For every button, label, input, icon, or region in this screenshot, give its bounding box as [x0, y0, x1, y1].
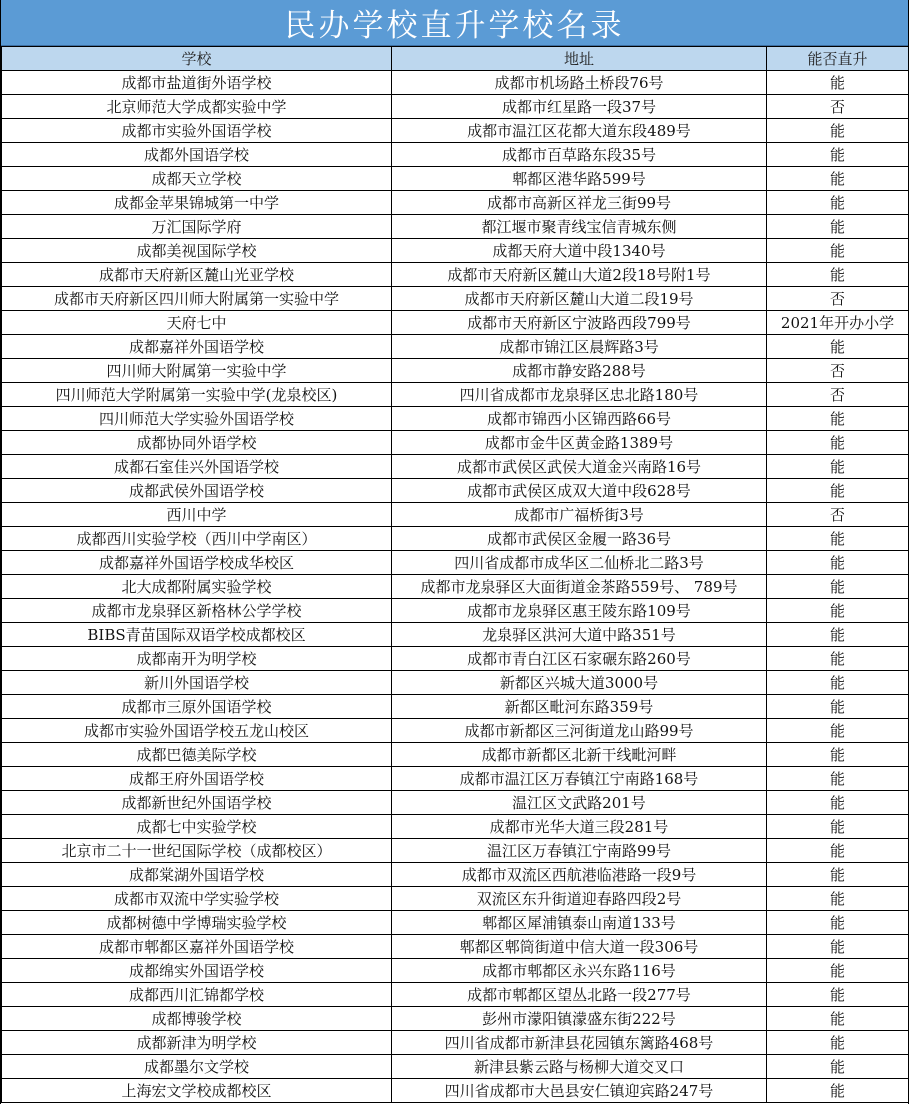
address-cell[interactable]: 成都市静安路288号	[392, 359, 767, 383]
address-cell[interactable]: 都江堰市聚青线宝信青城东侧	[392, 215, 767, 239]
address-cell[interactable]: 双流区东升街道迎春路四段2号	[392, 887, 767, 911]
column-header-address[interactable]: 地址	[392, 47, 767, 71]
direct-promotion-cell[interactable]: 能	[767, 215, 909, 239]
address-cell[interactable]: 成都市广福桥街3号	[392, 503, 767, 527]
school-name-cell[interactable]: 成都树德中学博瑞实验学校	[2, 911, 392, 935]
table-row	[2, 431, 909, 455]
direct-promotion-cell[interactable]: 否	[767, 95, 909, 119]
school-name-cell[interactable]: 成都天立学校	[2, 167, 392, 191]
address-cell[interactable]: 成都市天府新区麓山大道二段19号	[392, 287, 767, 311]
column-header-school[interactable]: 学校	[2, 47, 392, 71]
direct-promotion-cell[interactable]: 能	[767, 119, 909, 143]
direct-promotion-cell[interactable]: 能	[767, 1055, 909, 1079]
address-cell[interactable]: 成都市百草路东段35号	[392, 143, 767, 167]
address-cell[interactable]: 成都市郫都区永兴东路116号	[392, 959, 767, 983]
school-name-cell[interactable]: 成都市天府新区麓山光亚学校	[2, 263, 392, 287]
address-cell[interactable]: 新都区毗河东路359号	[392, 695, 767, 719]
school-name-cell[interactable]: 成都市郫都区嘉祥外国语学校	[2, 935, 392, 959]
table-row	[2, 95, 909, 119]
direct-promotion-cell[interactable]: 2021年开办小学	[767, 311, 909, 335]
table-row	[2, 623, 909, 647]
table-row	[2, 119, 909, 143]
address-cell[interactable]: 成都市郫都区望丛北路一段277号	[392, 983, 767, 1007]
school-name-cell[interactable]: 成都市实验外国语学校	[2, 119, 392, 143]
table-row	[2, 983, 909, 1007]
direct-promotion-cell[interactable]: 能	[767, 623, 909, 647]
direct-promotion-cell[interactable]: 能	[767, 887, 909, 911]
direct-promotion-cell[interactable]: 能	[767, 815, 909, 839]
address-cell[interactable]: 成都市新都区三河街道龙山路99号	[392, 719, 767, 743]
table-row	[2, 767, 909, 791]
address-cell[interactable]: 成都天府大道中段1340号	[392, 239, 767, 263]
address-cell[interactable]: 成都市高新区祥龙三街99号	[392, 191, 767, 215]
direct-promotion-cell[interactable]: 否	[767, 503, 909, 527]
direct-promotion-cell[interactable]: 能	[767, 1007, 909, 1031]
address-cell[interactable]: 郫都区港华路599号	[392, 167, 767, 191]
direct-promotion-cell[interactable]: 能	[767, 431, 909, 455]
table-row	[2, 1079, 909, 1103]
school-name-cell[interactable]: 成都市三原外国语学校	[2, 695, 392, 719]
direct-promotion-cell[interactable]: 能	[767, 791, 909, 815]
direct-promotion-cell[interactable]: 能	[767, 263, 909, 287]
table-row	[2, 695, 909, 719]
direct-promotion-cell[interactable]: 能	[767, 1031, 909, 1055]
address-cell[interactable]: 温江区文武路201号	[392, 791, 767, 815]
school-name-cell[interactable]: 成都市实验外国语学校五龙山校区	[2, 719, 392, 743]
table-row	[2, 287, 909, 311]
address-cell[interactable]: 成都市温江区万春镇江宁南路168号	[392, 767, 767, 791]
school-name-cell[interactable]: 新川外国语学校	[2, 671, 392, 695]
direct-promotion-cell[interactable]: 能	[767, 935, 909, 959]
table-row	[2, 575, 909, 599]
table-row	[2, 863, 909, 887]
table-row	[2, 671, 909, 695]
address-cell[interactable]: 四川省成都市大邑县安仁镇迎宾路247号	[392, 1079, 767, 1103]
direct-promotion-cell[interactable]: 能	[767, 599, 909, 623]
table-row	[2, 527, 909, 551]
school-name-cell[interactable]: 成都市天府新区四川师大附属第一实验中学	[2, 287, 392, 311]
address-cell[interactable]: 成都市龙泉驿区大面街道金茶路559号、 789号	[392, 575, 767, 599]
direct-promotion-cell[interactable]: 能	[767, 911, 909, 935]
school-name-cell[interactable]: 万汇国际学府	[2, 215, 392, 239]
school-name-cell[interactable]: 西川中学	[2, 503, 392, 527]
direct-promotion-cell[interactable]: 能	[767, 527, 909, 551]
direct-promotion-cell[interactable]: 能	[767, 575, 909, 599]
school-name-cell[interactable]: 成都绵实外国语学校	[2, 959, 392, 983]
address-cell[interactable]: 郫都区郫筒街道中信大道一段306号	[392, 935, 767, 959]
table-row	[2, 143, 909, 167]
school-name-cell[interactable]: 四川师范大学实验外国语学校	[2, 407, 392, 431]
school-name-cell[interactable]: 成都市龙泉驿区新格林公学学校	[2, 599, 392, 623]
address-cell[interactable]: 成都市机场路土桥段76号	[392, 71, 767, 95]
address-cell[interactable]: 成都市青白江区石家碾东路260号	[392, 647, 767, 671]
table-row	[2, 959, 909, 983]
direct-promotion-cell[interactable]: 能	[767, 143, 909, 167]
direct-promotion-cell[interactable]: 能	[767, 839, 909, 863]
school-name-cell[interactable]: 成都西川汇锦都学校	[2, 983, 392, 1007]
address-cell[interactable]: 成都市天府新区宁波路西段799号	[392, 311, 767, 335]
direct-promotion-cell[interactable]: 否	[767, 359, 909, 383]
school-name-cell[interactable]: 北京市二十一世纪国际学校（成都校区）	[2, 839, 392, 863]
direct-promotion-cell[interactable]: 能	[767, 743, 909, 767]
school-name-cell[interactable]: 北京师范大学成都实验中学	[2, 95, 392, 119]
direct-promotion-cell[interactable]: 能	[767, 455, 909, 479]
school-name-cell[interactable]: 四川师大附属第一实验中学	[2, 359, 392, 383]
address-cell[interactable]: 成都市武侯区成双大道中段628号	[392, 479, 767, 503]
school-name-cell[interactable]: 北大成都附属实验学校	[2, 575, 392, 599]
school-name-cell[interactable]: 上海宏文学校成都校区	[2, 1079, 392, 1103]
address-cell[interactable]: 四川省成都市成华区二仙桥北二路3号	[392, 551, 767, 575]
school-name-cell[interactable]: 成都石室佳兴外国语学校	[2, 455, 392, 479]
school-name-cell[interactable]: 四川师范大学附属第一实验中学(龙泉校区)	[2, 383, 392, 407]
table-row	[2, 1031, 909, 1055]
table-row	[2, 935, 909, 959]
address-cell[interactable]: 彭州市濛阳镇濛盛东街222号	[392, 1007, 767, 1031]
table-row	[2, 647, 909, 671]
table-row	[2, 311, 909, 335]
address-cell[interactable]: 成都市温江区花都大道东段489号	[392, 119, 767, 143]
address-cell[interactable]: 成都市新都区北新干线毗河畔	[392, 743, 767, 767]
address-cell[interactable]: 成都市双流区西航港临港路一段9号	[392, 863, 767, 887]
table-row	[2, 263, 909, 287]
school-name-cell[interactable]: 成都巴德美际学校	[2, 743, 392, 767]
table-row	[2, 359, 909, 383]
table-row	[2, 791, 909, 815]
school-name-cell[interactable]: 成都协同外语学校	[2, 431, 392, 455]
school-name-cell[interactable]: 成都嘉祥外国语学校成华校区	[2, 551, 392, 575]
school-name-cell[interactable]: 成都新津为明学校	[2, 1031, 392, 1055]
direct-promotion-cell[interactable]: 能	[767, 239, 909, 263]
direct-promotion-cell[interactable]: 否	[767, 383, 909, 407]
address-cell[interactable]: 成都市金牛区黄金路1389号	[392, 431, 767, 455]
address-cell[interactable]: 郫都区犀浦镇泰山南道133号	[392, 911, 767, 935]
school-name-cell[interactable]: 成都南开为明学校	[2, 647, 392, 671]
table-row	[2, 455, 909, 479]
direct-promotion-cell[interactable]: 能	[767, 335, 909, 359]
address-cell[interactable]: 新都区兴城大道3000号	[392, 671, 767, 695]
address-cell[interactable]: 成都市锦西小区锦西路66号	[392, 407, 767, 431]
school-name-cell[interactable]: 成都武侯外国语学校	[2, 479, 392, 503]
table-row	[2, 551, 909, 575]
page-title: 民办学校直升学校名录	[1, 0, 908, 46]
direct-promotion-cell[interactable]: 能	[767, 647, 909, 671]
table-row	[2, 887, 909, 911]
school-name-cell[interactable]: BIBS青苗国际双语学校成都校区	[2, 623, 392, 647]
school-name-cell[interactable]: 成都市盐道街外语学校	[2, 71, 392, 95]
direct-promotion-cell[interactable]: 能	[767, 71, 909, 95]
table-row	[2, 407, 909, 431]
table-row	[2, 239, 909, 263]
address-cell[interactable]: 四川省成都市龙泉驿区忠北路180号	[392, 383, 767, 407]
table-row	[2, 191, 909, 215]
table-row	[2, 503, 909, 527]
school-name-cell[interactable]: 天府七中	[2, 311, 392, 335]
direct-promotion-cell[interactable]: 能	[767, 407, 909, 431]
table-row	[2, 71, 909, 95]
table-row	[2, 1007, 909, 1031]
address-cell[interactable]: 成都市锦江区晨辉路3号	[392, 335, 767, 359]
address-cell[interactable]: 四川省成都市新津县花园镇东篱路468号	[392, 1031, 767, 1055]
direct-promotion-cell[interactable]: 能	[767, 671, 909, 695]
address-cell[interactable]: 成都市龙泉驿区惠王陵东路109号	[392, 599, 767, 623]
direct-promotion-cell[interactable]: 能	[767, 959, 909, 983]
school-name-cell[interactable]: 成都博骏学校	[2, 1007, 392, 1031]
table-row	[2, 815, 909, 839]
school-name-cell[interactable]: 成都外国语学校	[2, 143, 392, 167]
address-cell[interactable]: 成都市光华大道三段281号	[392, 815, 767, 839]
table-row	[2, 839, 909, 863]
direct-promotion-cell[interactable]: 能	[767, 983, 909, 1007]
direct-promotion-cell[interactable]: 能	[767, 551, 909, 575]
school-table	[1, 46, 909, 1103]
table-row	[2, 479, 909, 503]
direct-promotion-cell[interactable]: 能	[767, 191, 909, 215]
table-row	[2, 743, 909, 767]
address-cell[interactable]: 龙泉驿区洪河大道中路351号	[392, 623, 767, 647]
school-name-cell[interactable]: 成都西川实验学校（西川中学南区）	[2, 527, 392, 551]
school-name-cell[interactable]: 成都金苹果锦城第一中学	[2, 191, 392, 215]
table-row	[2, 167, 909, 191]
address-cell[interactable]: 新津县紫云路与杨柳大道交叉口	[392, 1055, 767, 1079]
school-name-cell[interactable]: 成都王府外国语学校	[2, 767, 392, 791]
direct-promotion-cell[interactable]: 能	[767, 479, 909, 503]
table-row	[2, 335, 909, 359]
school-name-cell[interactable]: 成都墨尔文学校	[2, 1055, 392, 1079]
school-name-cell[interactable]: 成都美视国际学校	[2, 239, 392, 263]
address-cell[interactable]: 成都市红星路一段37号	[392, 95, 767, 119]
direct-promotion-cell[interactable]: 否	[767, 287, 909, 311]
direct-promotion-cell[interactable]: 能	[767, 863, 909, 887]
table-row	[2, 911, 909, 935]
direct-promotion-cell[interactable]: 能	[767, 767, 909, 791]
address-cell[interactable]: 温江区万春镇江宁南路99号	[392, 839, 767, 863]
school-name-cell[interactable]: 成都嘉祥外国语学校	[2, 335, 392, 359]
table-row	[2, 383, 909, 407]
direct-promotion-cell[interactable]: 能	[767, 695, 909, 719]
address-cell[interactable]: 成都市天府新区麓山大道2段18号附1号	[392, 263, 767, 287]
school-name-cell[interactable]: 成都七中实验学校	[2, 815, 392, 839]
direct-promotion-cell[interactable]: 能	[767, 719, 909, 743]
table-row	[2, 1055, 909, 1079]
address-cell[interactable]: 成都市武侯区金履一路36号	[392, 527, 767, 551]
column-header-direct-promotion[interactable]: 能否直升	[767, 47, 909, 71]
school-name-cell[interactable]: 成都新世纪外国语学校	[2, 791, 392, 815]
header-row	[2, 47, 909, 71]
table-row	[2, 599, 909, 623]
school-name-cell[interactable]: 成都市双流中学实验学校	[2, 887, 392, 911]
address-cell[interactable]: 成都市武侯区武侯大道金兴南路16号	[392, 455, 767, 479]
direct-promotion-cell[interactable]: 能	[767, 167, 909, 191]
table-row	[2, 719, 909, 743]
direct-promotion-cell[interactable]: 能	[767, 1079, 909, 1103]
table-row	[2, 215, 909, 239]
school-name-cell[interactable]: 成都棠湖外国语学校	[2, 863, 392, 887]
